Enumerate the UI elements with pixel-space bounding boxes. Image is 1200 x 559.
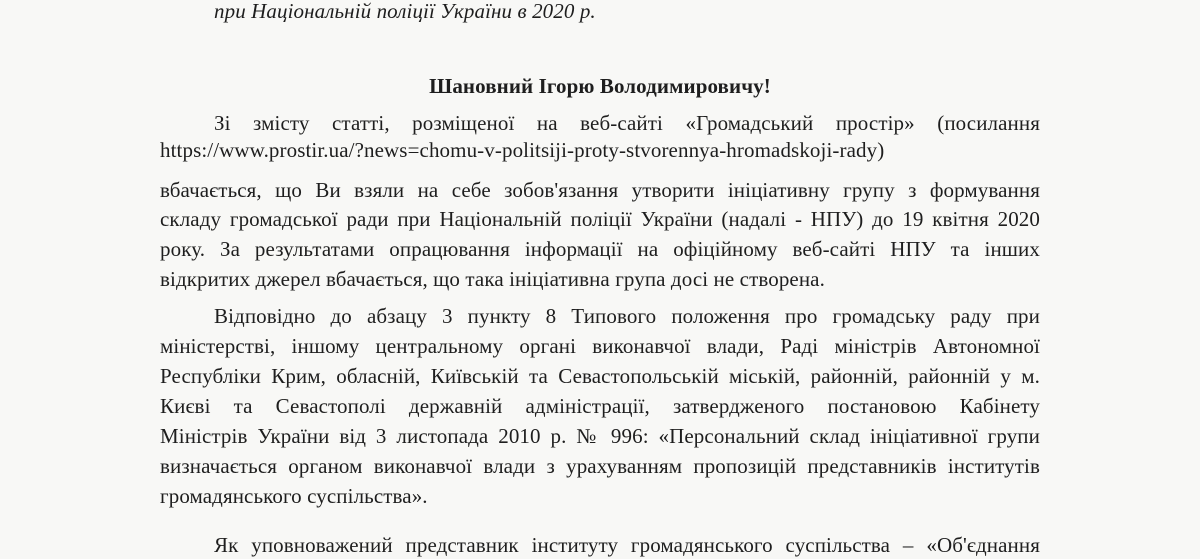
- paragraph-1-line-2-url: https://www.prostir.ua/?news=chomu-v-politsiji-proty-stvorennya-hromadskoji-rady): [160, 138, 885, 162]
- paragraph-3-line-1: Як уповноважений представник інституту громадянського суспільства – «Об'єднання: [214, 533, 1040, 557]
- subject-line: при Національній поліції України в 2020 р.: [214, 0, 596, 23]
- paragraph-2-line-5: Міністрів України від 3 листопада 2010 р. № 996: «Персональний склад ініціативної групи: [160, 424, 1040, 448]
- paragraph-1-line-3: вбачається, що Ви взяли на себе зобов'язання утворити ініціативну групу з формування: [160, 178, 1040, 202]
- paragraph-2-line-7: громадянського суспільства».: [160, 484, 428, 508]
- salutation: Шановний Ігорю Володимировичу!: [429, 74, 771, 98]
- paragraph-2-line-2: міністерстві, іншому центральному органі виконавчої влади, Раді міністрів Автономної: [160, 334, 1040, 358]
- paragraph-1-line-5: року. За результатами опрацювання інформації на офіційному веб-сайті НПУ та інших: [160, 237, 1040, 261]
- paragraph-2-line-3: Республіки Крим, обласній, Київській та Севастопольській міській, районній, районній у м.: [160, 364, 1040, 388]
- paragraph-1-line-6: відкритих джерел вбачається, що така ініціативна група досі не створена.: [160, 267, 825, 291]
- paragraph-2-line-1: Відповідно до абзацу 3 пункту 8 Типового положення про громадську раду при: [214, 304, 1040, 328]
- paragraph-1-line-1: Зі змісту статті, розміщеної на веб-сайті «Громадський простір» (посилання: [214, 111, 1040, 135]
- paragraph-1-line-4: складу громадської ради при Національній поліції України (надалі - НПУ) до 19 квітня 2020: [160, 207, 1040, 231]
- paragraph-2-line-4: Києві та Севастополі державній адміністрації, затвердженого постановою Кабінету: [160, 394, 1040, 418]
- paragraph-2-line-6: визначається органом виконавчої влади з урахуванням пропозицій представників інститутів: [160, 454, 1040, 478]
